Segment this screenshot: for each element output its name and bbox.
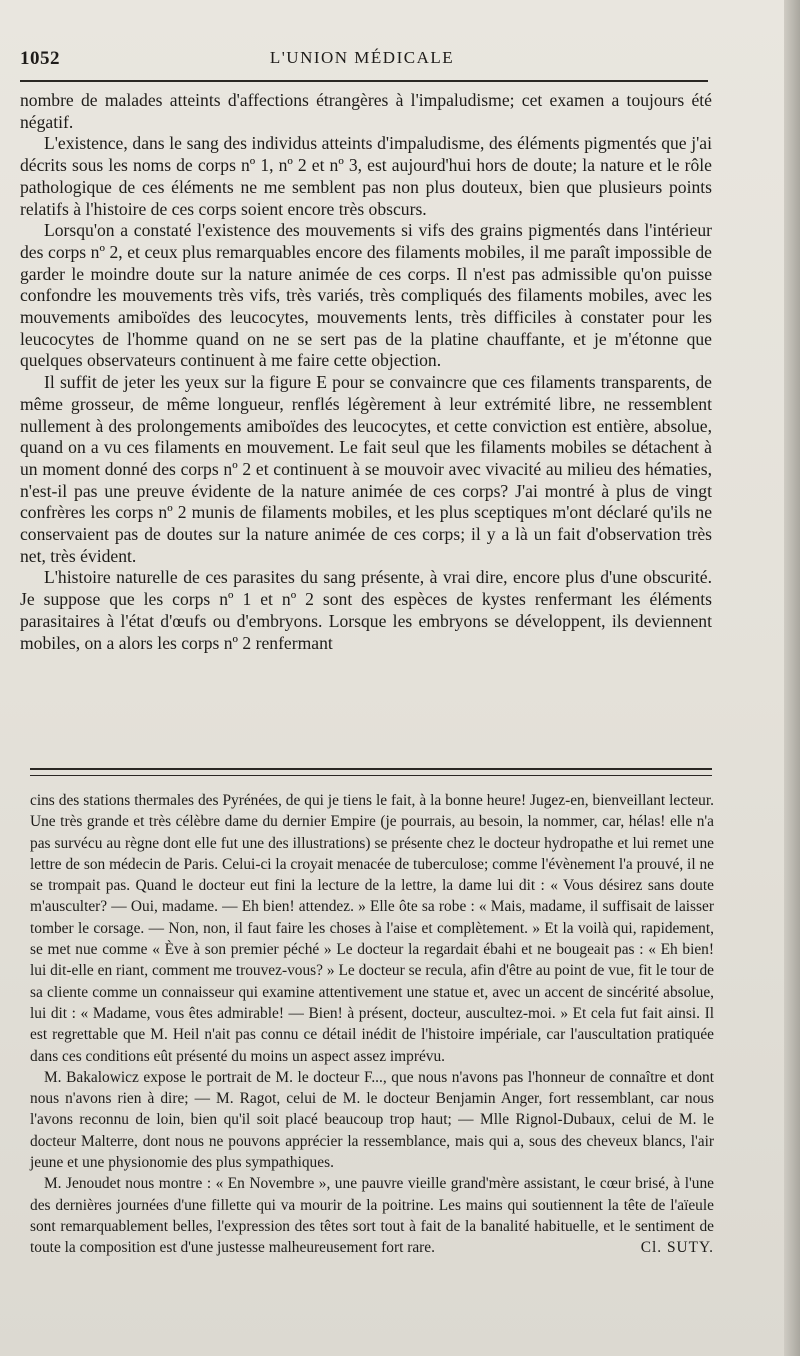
- page-header: [20, 44, 704, 74]
- main-paragraph-2: L'existence, dans le sang des individus atteints d'impaludisme, des éléments pigmentés que j'ai décrits sous les noms de corps nº 1, nº 2 et nº 3, est aujourd'hui hors de doute; la nature et le rôle pathologique de ces éléments ne me semblent pas non plus douteux, bien que plusieurs points relatifs à l'histoire de ces corps soient encore très obscurs.: [20, 133, 712, 219]
- main-paragraph-3: Lorsqu'on a constaté l'existence des mouvements si vifs des grains pigmentés dans l'intérieur des corps nº 2, et ceux plus remarquables encore des filaments mobiles, il me paraît impossible de garder le moindre doute sur la nature animée de ces corps. Il n'est pas admissible qu'on puisse confondre les mouvements très vifs, très variés, très compliqués des filaments mobiles, avec les mouvements amiboïdes des leucocytes, mouvements lents, très difficiles à constater pour les leucocytes de l'homme quand on ne se sert pas de la platine chauffante, et je m'étonne que quelques observateurs continuent à me faire cette objection.: [20, 220, 712, 371]
- feuilleton-text: [30, 790, 714, 1259]
- page-edge-shadow: [784, 0, 800, 1356]
- feuilleton-separator-rule: [30, 768, 712, 776]
- main-article-text: [20, 90, 712, 654]
- feuilleton-paragraph-3: [30, 1173, 714, 1258]
- author-signature: Cl. SUTY.: [640, 1239, 714, 1257]
- feuilleton-paragraph-2: M. Bakalowicz expose le portrait de M. le docteur F..., que nous n'avons pas l'honneur de connaître et dont nous n'avons rien à dire; — M. Ragot, celui de M. le docteur Benjamin Anger, fort ressemblant, car nous l'avons reconnu de loin, bien qu'il soit placé beaucoup trop haut; — Mlle Rignol-Dubaux, celui de M. le docteur Malterre, dont nous ne pouvons apprécier la ressemblance, mais qui a, sous des cheveux blancs, l'air jeune et une physionomie des plus sympathiques.: [30, 1068, 714, 1172]
- feuilleton-paragraph-3-text: M. Jenoudet nous montre : « En Novembre », une pauvre vieille grand'mère assistant, le cœur brisé, à l'une des dernières journées d'une fillette qui va mourir de la poitrine. Les mains qui soutiennent la tête de l'aïeule sont remarquablement belles, l'expression des têtes sort tout à fait de la banalité habituelle, et le sentiment de toute la composition est d'une justesse malheureusement fort rare.: [30, 1175, 714, 1257]
- main-paragraph-1: nombre de malades atteints d'affections étrangères à l'impaludisme; cet examen a toujours été négatif.: [20, 90, 712, 132]
- journal-title: L'UNION MÉDICALE: [269, 48, 455, 67]
- main-paragraph-5: L'histoire naturelle de ces parasites du sang présente, à vrai dire, encore plus d'une obscurité. Je suppose que les corps nº 1 et nº 2 sont des espèces de kystes renfermant les éléments parasitaires à l'état d'œufs ou d'embryons. Lorsque les embryons se développent, ils deviennent mobiles, on a alors les corps nº 2 renfermant: [20, 567, 712, 653]
- feuilleton-paragraph-1: cins des stations thermales des Pyrénées, de qui je tiens le fait, à la bonne heure! Jugez-en, bienveillant lecteur. Une très grande et très célèbre dame du dernier Empire (je pourrais, au besoin, la nommer, car, hélas! elle n'a pas survécu au règne dont elle fut une des illustrations) se présente chez le docteur hydropathe et lui remet une lettre de son médecin de Paris. Celui-ci la croyait menacée de tuberculose; comme l'évènement l'a prouvé, il ne se trompait pas. Quand le docteur eut fini la lecture de la lettre, la dame lui dit : « Vous désirez sans doute m'ausculter? — Oui, madame. — Eh bien! attendez. » Elle ôte sa robe : « Mais, madame, il suffisait de laisser tomber le corsage. — Non, non, il faut faire les choses à l'aise et complètement. » Et la voilà qui, rapidement, se met nue comme « Ève à son premier péché » Le docteur la regardait ébahi et ne bougeait pas : « Eh bien! lui dit-elle en riant, comment me trouvez-vous? » Le docteur se recula, afin d'être au point de vue, fit le tour de sa cliente comme un connaisseur qui examine attentivement une statue et, avec un accent de sincérité absolue, lui dit : « Madame, vous êtes admirable! — Bien! à présent, docteur, auscultez-moi. » Et cela fut fait ainsi. Il est regrettable que M. Heil n'ait pas connu ce détail inédit de l'histoire impériale, car l'auscultation pratiquée dans ces conditions eût présenté du moins un aspect assez imprévu.: [30, 792, 714, 1065]
- header-rule: [20, 80, 708, 82]
- main-paragraph-4: Il suffit de jeter les yeux sur la figure E pour se convaincre que ces filaments transparents, de même grosseur, de même longueur, renflés légèrement à leur extrémité libre, ne ressemblent nullement à des prolongements amiboïdes des leucocytes, et cette conviction est entière, absolue, quand on a vu ces filaments en mouvement. Le fait seul que les filaments mobiles se détachent à un moment donné des corps nº 2 et continuent à se mouvoir avec vivacité au milieu des hématies, n'est-il pas une preuve évidente de la nature animée de ces corps? J'ai montré à plus de vingt confrères les corps nº 2 munis de filaments mobiles, et les plus sceptiques m'ont déclaré qu'ils ne conservaient pas de doutes sur la nature animée de ces corps; il y a là un fait d'observation très net, très évident.: [20, 372, 712, 566]
- page-number: 1052: [20, 48, 60, 69]
